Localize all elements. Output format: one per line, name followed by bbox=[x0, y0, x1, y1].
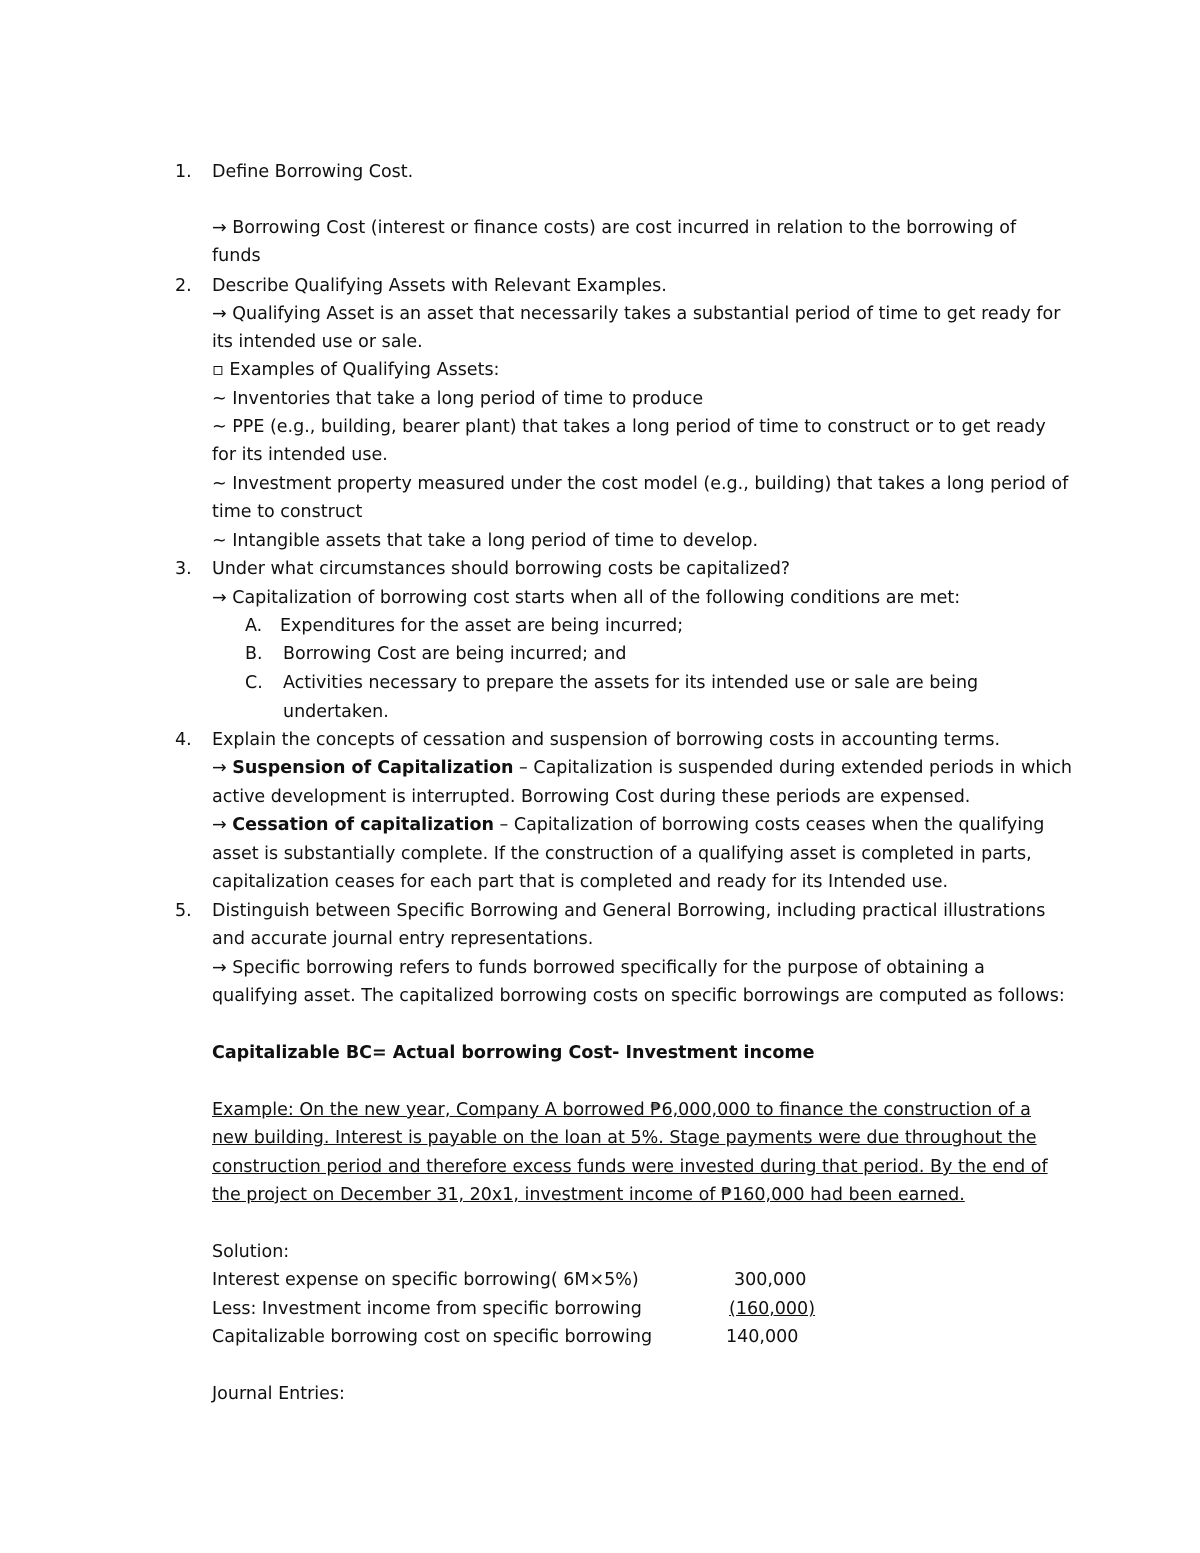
solution-row-amount: 300,000 bbox=[734, 1270, 807, 1290]
q2-example-item: ~ PPE (e.g., building, bearer plant) that takes a long period of time to construct or to get ready bbox=[212, 417, 1046, 437]
q2-example-item: ~ Inventories that take a long period of time to produce bbox=[212, 389, 704, 409]
solution-row-amount: (160,000) bbox=[729, 1299, 816, 1319]
q4-number: 4. bbox=[175, 730, 192, 750]
q3-condition-letter: A. bbox=[245, 616, 263, 636]
q5-number: 5. bbox=[175, 901, 192, 921]
solution-row-amount: 140,000 bbox=[726, 1327, 799, 1347]
q4-cessation-line: capitalization ceases for each part that is completed and ready for its Intended use. bbox=[212, 872, 949, 892]
q5-formula: Capitalizable BC= Actual borrowing Cost- Investment income bbox=[212, 1043, 815, 1063]
q3-question: Under what circumstances should borrowing costs be capitalized? bbox=[212, 559, 791, 579]
q2-example-item: time to construct bbox=[212, 502, 363, 522]
q3-condition: Borrowing Cost are being incurred; and bbox=[283, 644, 627, 664]
q2-example-item: for its intended use. bbox=[212, 445, 388, 465]
q2-example-item: ~ Intangible assets that take a long period of time to develop. bbox=[212, 531, 759, 551]
q2-number: 2. bbox=[175, 276, 192, 296]
q4-question: Explain the concepts of cessation and suspension of borrowing costs in accounting terms. bbox=[212, 730, 1001, 750]
journal-entries-label: Journal Entries: bbox=[212, 1384, 345, 1404]
q1-answer-line: funds bbox=[212, 246, 261, 266]
q5-answer-line: qualifying asset. The capitalized borrowing costs on specific borrowings are computed as follows: bbox=[212, 986, 1065, 1006]
q5-question: and accurate journal entry representations. bbox=[212, 929, 594, 949]
arrow-icon: → bbox=[212, 758, 233, 778]
q5-example-line: construction period and therefore excess funds were invested during that period. By the end of bbox=[212, 1157, 1048, 1177]
q2-question: Describe Qualifying Assets with Relevant Examples. bbox=[212, 276, 667, 296]
q5-answer-line: → Specific borrowing refers to funds borrowed specifically for the purpose of obtaining a bbox=[212, 958, 985, 978]
solution-row-label: Capitalizable borrowing cost on specific borrowing bbox=[212, 1327, 653, 1347]
q5-example-line: new building. Interest is payable on the loan at 5%. Stage payments were due throughout the bbox=[212, 1128, 1037, 1148]
q2-answer-line: → Qualifying Asset is an asset that necessarily takes a substantial period of time to get ready for bbox=[212, 304, 1061, 324]
solution-row-label: Interest expense on specific borrowing( 6M×5%) bbox=[212, 1270, 639, 1290]
q4-suspension-line: active development is interrupted. Borrowing Cost during these periods are expensed. bbox=[212, 787, 971, 807]
q2-example-item: ~ Investment property measured under the cost model (e.g., building) that takes a long period of bbox=[212, 474, 1069, 494]
solution-label: Solution: bbox=[212, 1242, 290, 1262]
q3-number: 3. bbox=[175, 559, 192, 579]
q3-answer: → Capitalization of borrowing cost starts when all of the following conditions are met: bbox=[212, 588, 961, 608]
q3-condition: undertaken. bbox=[283, 702, 389, 722]
q2-answer-line: its intended use or sale. bbox=[212, 332, 423, 352]
q4-suspension-line bbox=[212, 757, 1072, 779]
q4-cessation-text: – Capitalization of borrowing costs ceases when the qualifying bbox=[493, 815, 1045, 835]
q4-cessation-term: Cessation of capitalization bbox=[232, 815, 494, 835]
q1-answer-line: → Borrowing Cost (interest or finance costs) are cost incurred in relation to the borrowing of bbox=[212, 218, 1017, 238]
q2-examples-heading: ▫ Examples of Qualifying Assets: bbox=[212, 360, 500, 380]
q5-example-line: the project on December 31, 20x1, investment income of ₱160,000 had been earned. bbox=[212, 1185, 965, 1205]
q3-condition: Activities necessary to prepare the assets for its intended use or sale are being bbox=[283, 673, 979, 693]
q5-example-line: Example: On the new year, Company A borrowed ₱6,000,000 to finance the construction of a bbox=[212, 1100, 1031, 1120]
q1-number: 1. bbox=[175, 162, 192, 182]
q1-question: Define Borrowing Cost. bbox=[212, 162, 414, 182]
q3-condition-letter: B. bbox=[245, 644, 263, 664]
q4-suspension-text: – Capitalization is suspended during extended periods in which bbox=[513, 758, 1072, 778]
solution-row-label: Less: Investment income from specific borrowing bbox=[212, 1299, 642, 1319]
q4-suspension-term: Suspension of Capitalization bbox=[232, 758, 514, 778]
q3-condition-letter: C. bbox=[245, 673, 263, 693]
q5-question: Distinguish between Specific Borrowing and General Borrowing, including practical illustrations bbox=[212, 901, 1046, 921]
arrow-icon: → bbox=[212, 815, 233, 835]
q4-cessation-line: asset is substantially complete. If the construction of a qualifying asset is completed in parts, bbox=[212, 844, 1032, 864]
q3-condition: Expenditures for the asset are being incurred; bbox=[280, 616, 684, 636]
q4-cessation-line bbox=[212, 814, 1044, 836]
